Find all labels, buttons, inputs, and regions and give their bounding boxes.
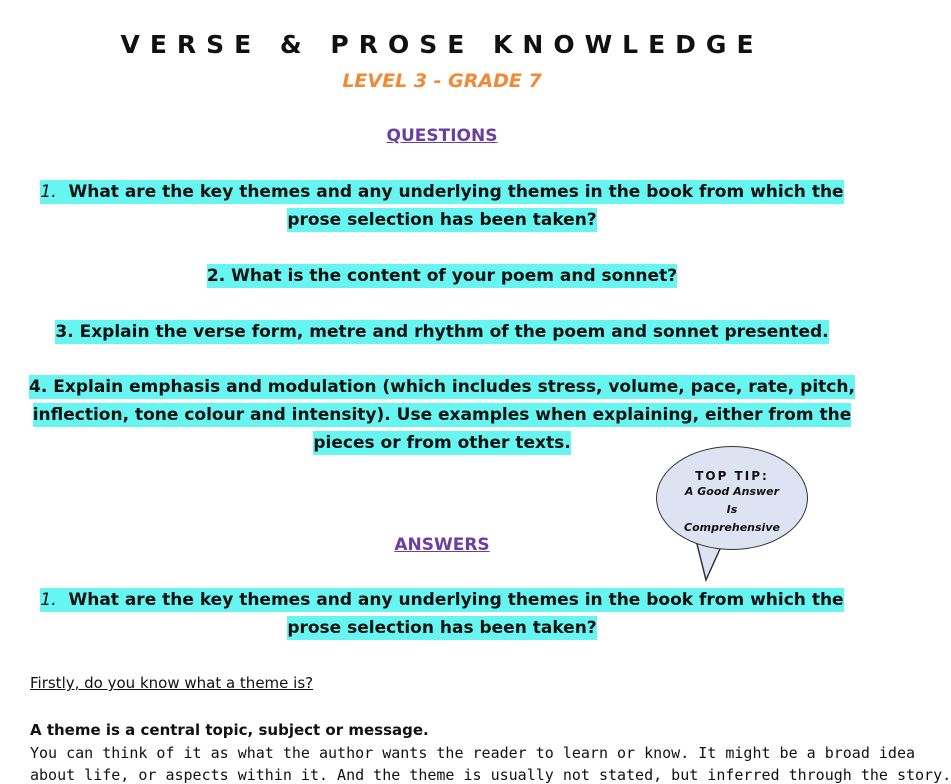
answers-heading: ANSWERS	[394, 535, 490, 555]
intro-question: Firstly, do you know what a theme is?	[30, 674, 314, 692]
paragraph-line-2: about life, or aspects within it. And the theme is usually not stated, but inferred through the story.	[30, 766, 951, 784]
top-tip-line-1: A Good Answer	[684, 485, 780, 498]
question-3-text: 3. Explain the verse form, metre and rhythm of the poem and sonnet presented.	[55, 322, 829, 342]
question-1-number: 1.	[40, 182, 57, 202]
questions-heading: QUESTIONS	[386, 126, 498, 146]
question-4-line-2: inflection, tone colour and intensity). Use examples when explaining, either from the	[32, 405, 852, 425]
question-4-line-1: 4. Explain emphasis and modulation (which includes stress, volume, pace, rate, pitch,	[29, 377, 855, 397]
question-1-text: What are the key themes and any underlying themes in the book from which the	[68, 182, 844, 202]
question-1	[0, 178, 884, 234]
top-tip-title: TOP TIP:	[695, 469, 769, 483]
question-1-line-2: prose selection has been taken?	[287, 210, 597, 230]
question-4-line-3: pieces or from other texts.	[313, 433, 571, 453]
answer-1-question	[0, 586, 884, 642]
question-2-text: 2. What is the content of your poem and sonnet?	[206, 266, 678, 286]
top-tip-line-3: Comprehensive	[684, 521, 780, 534]
top-tip-line-2: Is	[726, 503, 738, 516]
question-3	[0, 318, 884, 346]
answer-1-line-2: prose selection has been taken?	[287, 618, 597, 638]
answer-1-text: What are the key themes and any underlying themes in the book from which the	[68, 590, 844, 610]
paragraph-line-1: You can think of it as what the author wants the reader to learn or know. It might be a broad idea	[30, 744, 916, 762]
answer-1-line-1	[40, 588, 843, 612]
question-4	[0, 373, 884, 457]
theme-definition: A theme is a central topic, subject or message.	[30, 721, 429, 739]
question-1-line-1	[40, 180, 843, 204]
question-2	[0, 262, 884, 290]
answer-1-number: 1.	[40, 590, 57, 610]
page-subtitle: LEVEL 3 - GRADE 7	[342, 70, 542, 92]
page-title: VERSE & PROSE KNOWLEDGE	[120, 30, 764, 59]
